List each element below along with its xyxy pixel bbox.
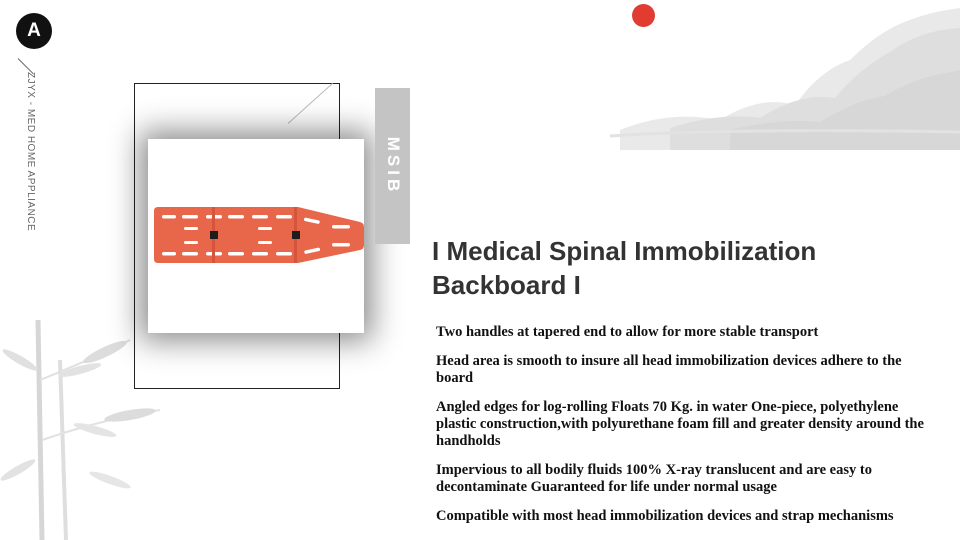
brand-vertical-text: ZJYX - MED HOME APPLIANCE	[25, 72, 36, 232]
feature-item: Head area is smooth to insure all head immobilization devices adhere to the board	[436, 353, 902, 386]
spine-board-illustration	[148, 139, 364, 333]
product-title-line2: Backboard I	[432, 270, 581, 300]
product-image	[148, 139, 364, 333]
product-title-line1: I Medical Spinal Immobilization	[432, 236, 817, 266]
feature-item: Two handles at tapered end to allow for more stable transport	[436, 324, 819, 340]
feature-list	[436, 324, 936, 537]
product-title	[432, 234, 932, 302]
ink-mountains-decoration	[610, 0, 960, 150]
logo-letter: A	[27, 20, 41, 41]
product-code: MSIB	[383, 136, 403, 196]
logo-circle	[16, 13, 52, 49]
feature-item: Compatible with most head immobilization devices and strap mechanisms	[436, 508, 894, 524]
feature-item: Impervious to all bodily fluids 100% X-ray translucent and are easy to decontaminate Guaranteed for life under normal usage	[436, 462, 872, 495]
feature-item: Angled edges for log-rolling Floats 70 Kg. in water One-piece, polyethylene plastic construction,with polyurethane foam fill and greater density around the handholds	[436, 399, 924, 449]
product-code-tag	[375, 88, 410, 244]
